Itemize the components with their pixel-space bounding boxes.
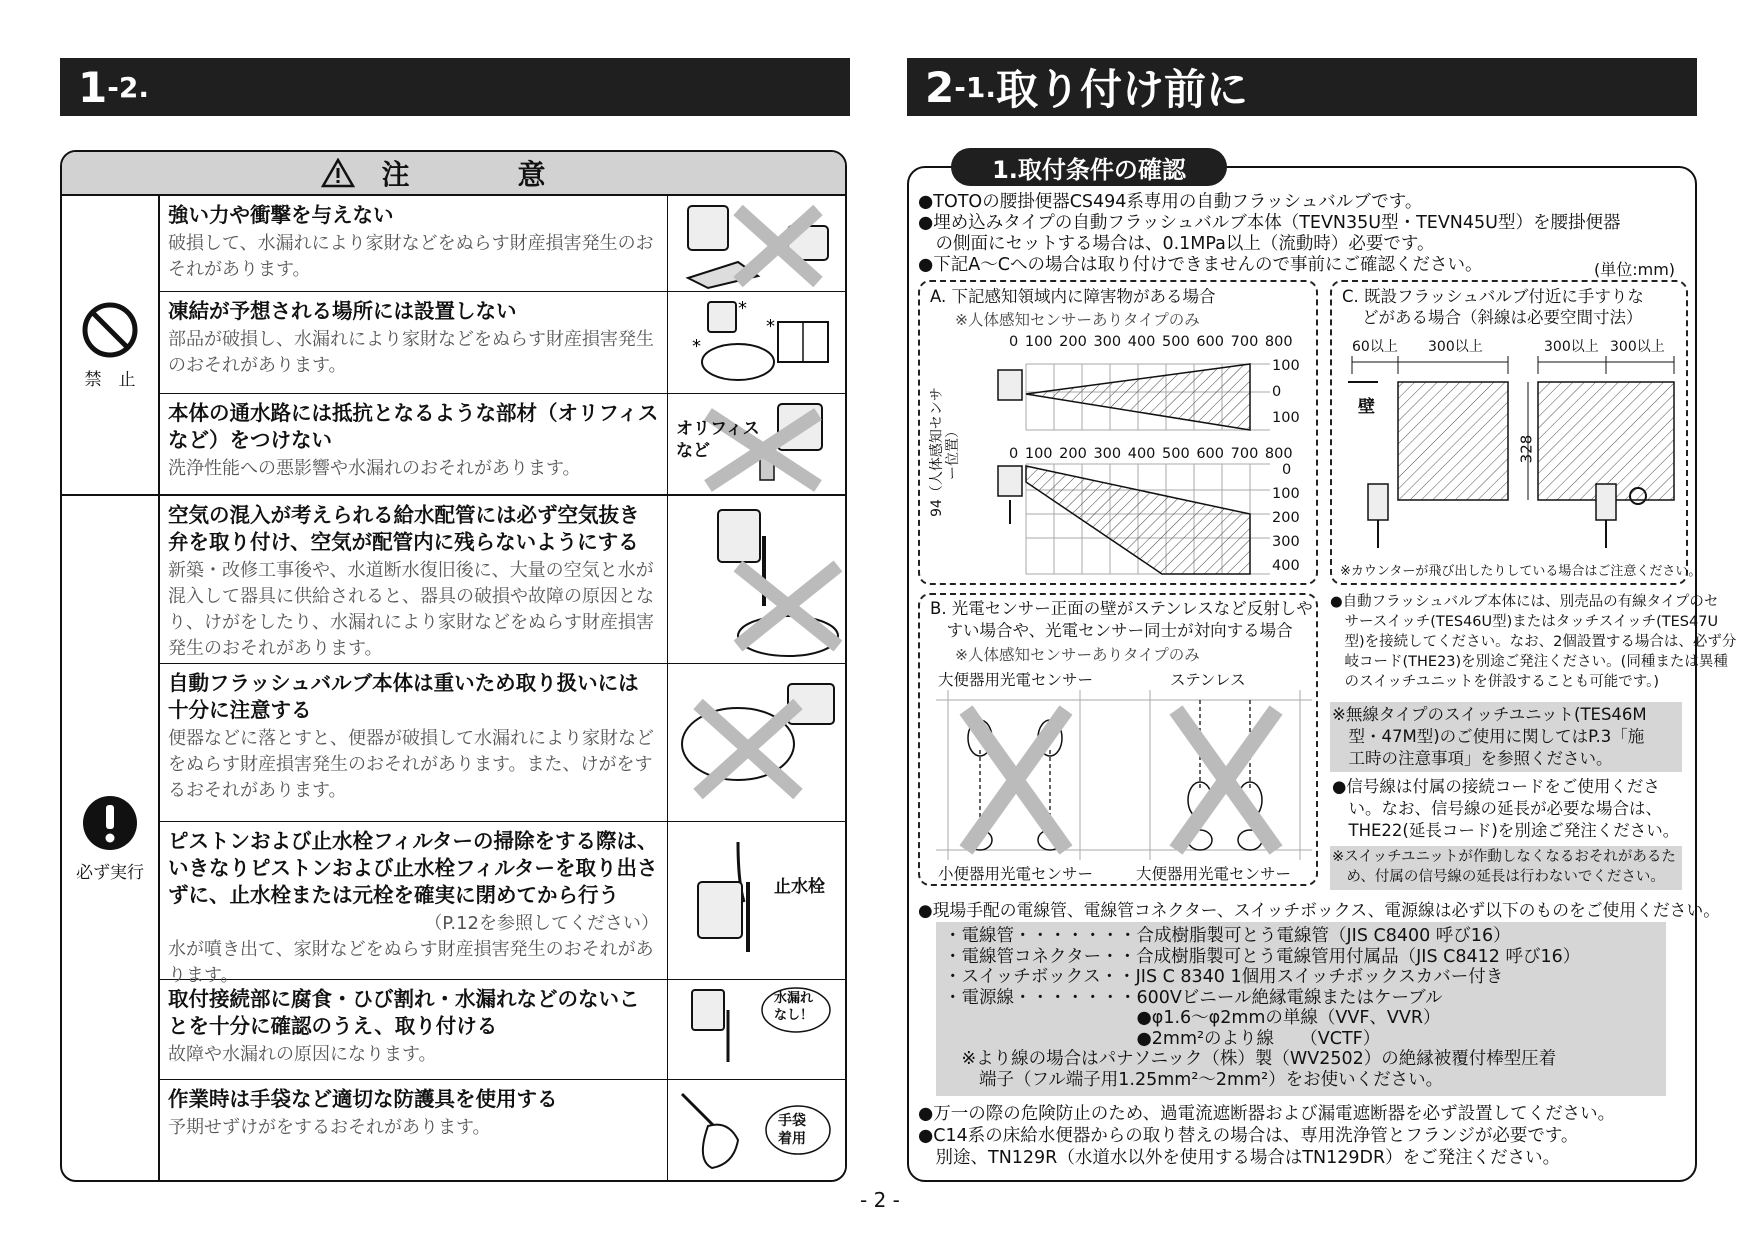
section-title: 取り付け前に	[995, 65, 1248, 114]
breaker-note: ●万一の際の危険防止のため、過電流遮断器および漏電遮断器を必ず設置してください。	[918, 1104, 1616, 1124]
replacement-note-1: ●C14系の床給水便器からの取り替えの場合は、専用洗浄管とフランジが必要です。	[918, 1126, 1579, 1146]
caution-header	[62, 152, 845, 196]
dim-300-c: 300以上	[1610, 339, 1665, 355]
impact-illustration	[667, 196, 845, 291]
stop-valve-illustration	[667, 822, 845, 979]
prohibit-icon	[81, 301, 139, 359]
condition-c-title-1: C. 既設フラッシュバルブ付近に手すりな	[1342, 287, 1644, 306]
gloves-illustration	[667, 1080, 845, 1180]
condition-a-title: A. 下記感知領域内に障害物がある場合	[930, 287, 1216, 306]
condition-c-note: ※カウンターが飛び出したりしている場合はご注意ください。	[1340, 564, 1702, 579]
gloves-tag: 手袋 着用	[778, 1113, 806, 1147]
prohibit-cell	[62, 196, 160, 494]
intro-line-1: ●TOTOの腰掛便器CS494系専用の自動フラッシュバルブです。	[918, 192, 1423, 212]
caution-row: 本体の通水路には抵抗となるような部材（オリフィスなど）をつけない 洗浄性能への悪影響や水漏れのおそれがあります。 オリフィス など	[160, 394, 845, 494]
label-stainless: ステンレス	[1170, 671, 1246, 689]
wiring-intro: ●現場手配の電線管、電線管コネクター、スイッチボックス、電源線は必ず以下のものをご使用ください。	[918, 900, 1721, 920]
warning-triangle-icon	[321, 158, 355, 188]
stop-valve-tag: 止水栓	[774, 877, 825, 897]
intro-line-3: の側面にセットする場合は、0.1MPa以上（流動時）必要です。	[918, 234, 1435, 254]
label-urinal-sensor: 小便器用光電センサー	[938, 865, 1094, 883]
air-valve-illustration	[667, 496, 845, 663]
wiring-specs: ・電線管・・・・・・・合成樹脂製可とう電線管（JIS C8400 呼び16） ・電線管コネクター・・合成樹脂製可とう電線管用付属品（JIS C8412 呼び16） ・スイッチボックス・・JIS C 8340 1個用スイッチボックスカバー付き ・電源線・・・・・・・600Vビニール絶縁電線またはケーブル ●φ1.6～φ2mmの単線（VVF、VVR） ●2mm²のより線 （VCTF） ※より線の場合はパナソニック（株）製（WV2502）の絶縁被覆付棒型圧着 端子（フル端子用1.25mm²～2mm²）をお使いください。	[944, 926, 1581, 1090]
reflection-diagram	[936, 690, 1312, 860]
caution-row: ピストンおよび止水栓フィルターの掃除をする際は、いきなりピストンおよび止水栓フィルターを取り出さずに、止水栓または元栓を確実に閉めてから行う （P.12を参照してください） 水が噴き出て、家財などをぬらす財産損害発生のおそれがあります。 止水栓	[160, 822, 845, 980]
dim-300-a: 300以上	[1428, 339, 1483, 355]
exclamation-icon	[81, 794, 139, 852]
condition-a-note: ※人体感知センサーありタイプのみ	[955, 311, 1200, 329]
caution-row: 作業時は手袋など適切な防護具を使用する 予期せずけがをするおそれがあります。 手袋 着用	[160, 1080, 845, 1180]
extension-note: ※スイッチユニットが作動しなくなるおそれがあるた め、付属の信号線の延長は行わないでください。	[1332, 849, 1676, 885]
dim-60: 60以上	[1352, 339, 1398, 355]
prohibit-group	[62, 196, 845, 496]
wireless-note: ※無線タイプのスイッチユニット(TES46M 型・47M型)のご使用に関してはP.3「施 工時の注意事項」を参照ください。	[1332, 705, 1647, 768]
caution-row: 強い力や衝撃を与えない 破損して、水漏れにより家財などをぬらす財産損害発生のおそれがあります。	[160, 196, 845, 292]
caution-row: 凍結が予想される場所には設置しない 部品が破損し、水漏れにより家財などをぬらす財産損害発生のおそれがあります。 * * *	[160, 292, 845, 394]
condition-b-note: ※人体感知センサーありタイプのみ	[955, 646, 1200, 664]
freezing-illustration	[667, 292, 845, 393]
mandatory-cell	[62, 496, 160, 1180]
dim-300-b: 300以上	[1544, 339, 1599, 355]
section-header-right: 2 -1. 取り付け前に	[907, 58, 1697, 116]
conditions-tab: 1.取付条件の確認	[951, 148, 1227, 186]
caution-row: 取付接続部に腐食・ひび割れ・水漏れなどのないことを十分に確認のうえ、取り付ける 故障や水漏れの原因になります。 水漏れ なし！	[160, 980, 845, 1080]
mandatory-group	[62, 496, 845, 1180]
page-number: - 2 -	[860, 1188, 900, 1212]
condition-b-title-2: すい場合や、光電センサー同士が対向する場合	[930, 621, 1293, 640]
switch-note: ●自動フラッシュバルブ本体には、別売品の有線タイプのセ サースイッチ(TES46U型)またはタッチスイッチ(TES47U 型)を接続してください。なお、2個設置する場合は、必ず分 岐コード(THE23)を別途ご発注ください。(同種または異種 のスイッチユニットを併設することも可能です。)	[1330, 594, 1737, 690]
caution-row: 自動フラッシュバルブ本体は重いため取り扱いには十分に注意する 便器などに落とすと、便器が破損して水漏れにより家財などをぬらす財産損害発生のおそれがあります。また、けがをするおそれがあります。	[160, 664, 845, 822]
condition-c-title-2: どがある場合（斜線は必要空間寸法）	[1362, 308, 1643, 327]
prohibit-label: 禁 止	[84, 369, 136, 390]
sensor-position-label: 94（人体感知センサー位置）	[929, 387, 961, 517]
intro-line-2: ●埋め込みタイプの自動フラッシュバルブ本体（TEVN35U型・TEVN45U型）を腰掛便器	[918, 213, 1621, 233]
svg-text:*: *	[738, 298, 747, 319]
intro-line-4: ●下記A～Cへの場合は取り付けできませんので事前にご確認ください。	[918, 255, 1483, 275]
handrail-clearance-diagram	[1338, 334, 1684, 554]
condition-b-title-1: B. 光電センサー正面の壁がステンレスなど反射しや	[930, 599, 1313, 618]
label-toilet-sensor-bottom: 大便器用光電センサー	[1136, 865, 1292, 883]
orifice-illustration	[667, 394, 845, 494]
x-axis-bottom: 0 100 200 300 400 500 600 700 800	[1009, 446, 1293, 462]
no-leak-tag: 水漏れ なし！	[774, 991, 814, 1023]
orifice-tag: オリフィス など	[676, 419, 760, 461]
height-328: 328	[1517, 434, 1536, 464]
svg-text:*: *	[692, 336, 701, 357]
replacement-note-2: 別途、TN129R（水道水以外を使用する場合はTN129DR）をご発注ください。	[918, 1148, 1561, 1168]
caution-table	[60, 150, 847, 1182]
label-toilet-sensor-top: 大便器用光電センサー	[938, 671, 1094, 689]
heavy-unit-illustration	[667, 664, 845, 821]
unit-label: (単位:mm)	[1594, 260, 1676, 279]
wall-label: 壁	[1358, 397, 1375, 417]
caution-title: 注 意	[381, 158, 586, 191]
x-axis-top: 0 100 200 300 400 500 600 700 800	[1009, 334, 1293, 350]
svg-text:*: *	[766, 316, 775, 337]
leak-check-illustration	[667, 980, 845, 1079]
signal-line-note: ●信号線は付属の接続コードをご使用くださ い。なお、信号線の延長が必要な場合は、 THE22(延長コード)を別途ご発注ください。	[1332, 777, 1680, 840]
caution-row: 空気の混入が考えられる給水配管には必ず空気抜き弁を取り付け、空気が配管内に残らないようにする 新築・改修工事後や、水道断水復旧後に、大量の空気と水が混入して器具に供給されると、器具の破損や故障の原因となり、けがをしたり、水漏れにより家財などをぬらす財産損害発生のおそれがあります。	[160, 496, 845, 664]
mandatory-label: 必ず実行	[76, 862, 144, 883]
section-header-left: 1 -2.	[60, 58, 850, 116]
